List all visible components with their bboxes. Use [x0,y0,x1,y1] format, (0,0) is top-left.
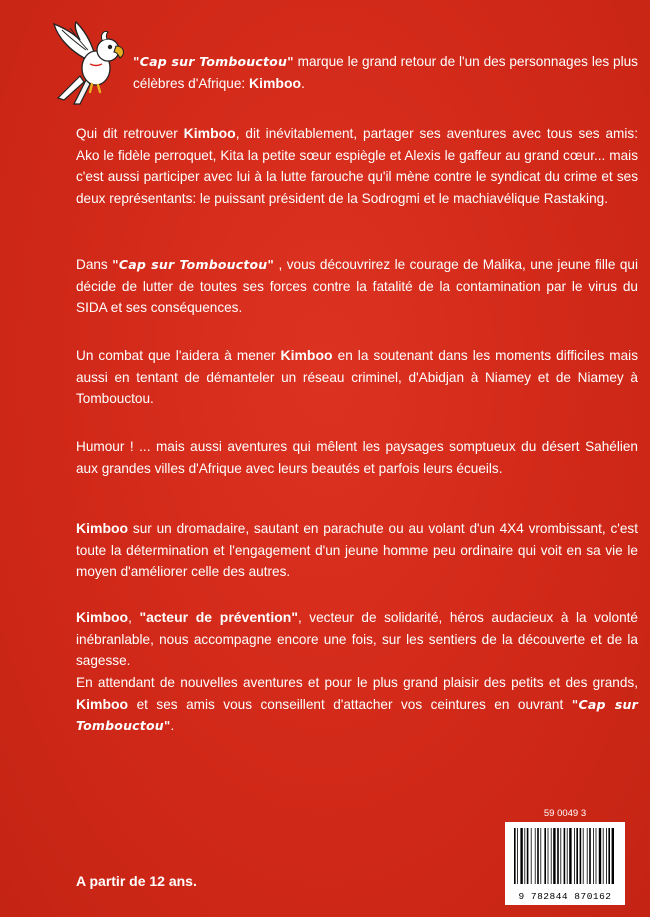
age-rating: A partir de 12 ans. [76,873,197,889]
malika-start: Dans [76,257,113,272]
barcode-icon [513,828,617,884]
combat-start: Un combat que l'aidera à mener [76,348,281,363]
friends-start: Qui dit retrouver [76,126,184,141]
series-title: "Cap sur Tombouctou" [112,257,275,272]
hero-name: Kimboo [248,74,302,91]
dromedary-text: sur un dromadaire, sautant en parachute ou au volant d'un 4X4 vrombissant, c'est toute la détermination et l'engagement d'un jeune homme peu ordinaire qui voit en sa vie le moyen d'améliorer celle des autres. [76,521,638,579]
closing-paragraph [76,672,638,737]
hero-name: Kimboo [183,125,236,141]
closing-start: En attendant de nouvelles aventures et pour le plus grand plaisir des petits et des grands, [76,675,638,690]
humour-text: Humour ! ... mais aussi aventures qui mêlent les paysages somptueux du désert Sahélien aux grandes villes d'Afrique avec leurs beautés et parfois leurs écueils. [76,439,638,476]
series-title: "Cap sur Tombouctou" [76,696,638,733]
prevention-text: , vecteur de solidarité, héros audacieux à la volonté inébranlable, nous accompagne encore une fois, sur les sentiers de la découverte et de la sagesse. [76,610,638,668]
prevention-comma: , [128,610,140,625]
intro-text: marque le grand retour de l'un des personnages les plus célèbres d'Afrique: [133,54,638,91]
dromedary-paragraph [76,518,638,583]
humour-paragraph [76,436,638,479]
combat-text: en la soutenant dans les moments difficiles mais aussi en tentant de démanteler un réseau criminel, d'Abidjan à Niamey et de Niamey à Tombouctou. [76,348,638,406]
barcode-ean: 9 782844 870162 [518,891,612,902]
parrot-icon [50,20,128,105]
prevention-paragraph [76,607,638,672]
malika-text: , vous découvrirez le courage de Malika, une jeune fille qui décide de lutter de toutes ses forces contre la fatalité de la contamination par le virus du SIDA et ses conséquences. [76,257,638,315]
prevention-quote: "acteur de prévention" [139,609,298,625]
combat-paragraph [76,345,638,410]
barcode-code-top: 59 0049 3 [543,808,587,819]
barcode-area [505,808,625,905]
closing-middle: et ses amis vous conseillent d'attacher vos ceintures en ouvrant [128,696,572,712]
barcode-box [505,822,625,905]
intro-end: . [301,75,305,91]
hero-name: Kimboo [76,520,129,536]
friends-text: , dit inévitablement, partager ses aventures avec tous ses amis: Ako le fidèle perroquet, Kita la petite sœur espiègle et Alexis le gaffeur au grand cœur... mais c'est aussi participer avec lui à la lutte farouche qu'il mène contre le syndicat du crime et ses deux représentants: le puissant président de la Sodrogmi et le machiavélique Rastaking. [76,126,638,206]
series-title: "Cap sur Tombouctou" [133,54,294,69]
hero-name: Kimboo [280,347,333,363]
hero-name: Kimboo [76,609,129,625]
closing-end: . [170,718,175,733]
malika-paragraph [76,254,638,319]
friends-paragraph [76,123,638,209]
hero-name: Kimboo [76,695,129,712]
intro-paragraph [133,51,638,94]
